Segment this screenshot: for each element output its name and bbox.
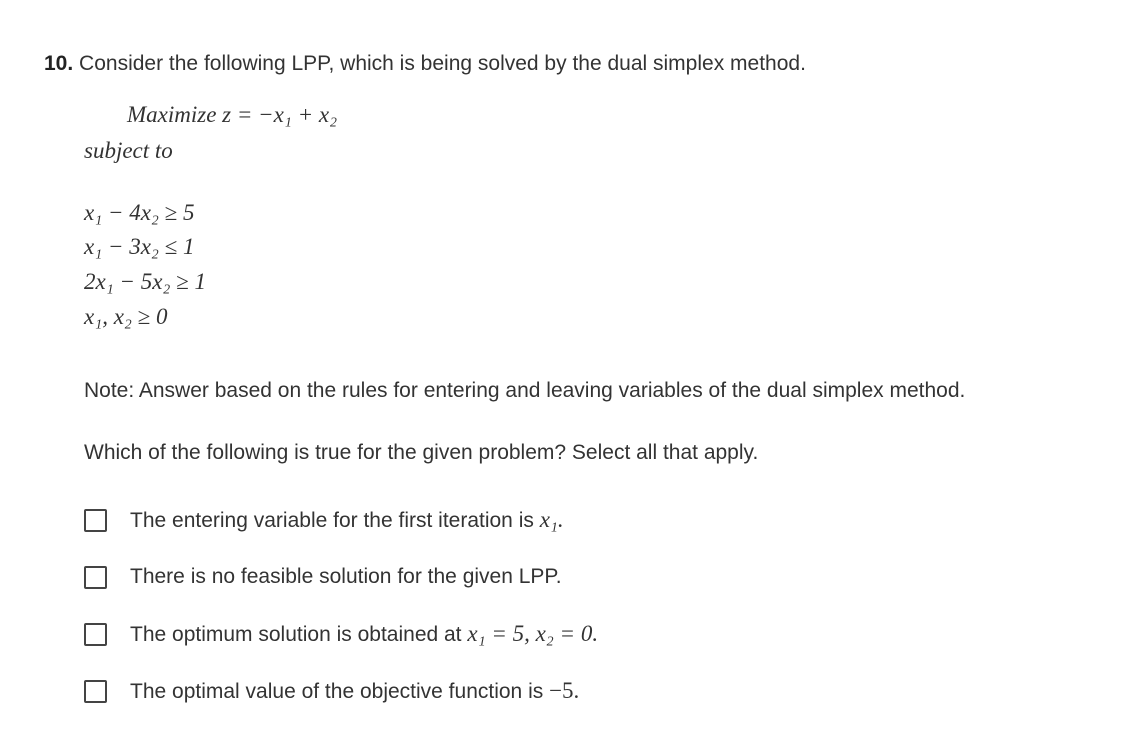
option-1-label <box>130 507 564 533</box>
note-text: Note: Answer based on the rules for entering and leaving variables of the dual simplex method. <box>84 379 966 402</box>
constraint-3: 2x₁ − 5x₂ ≥ 1 <box>84 269 207 294</box>
objective-function <box>127 102 337 128</box>
option-4-text: The optimal value of the objective function is <box>130 680 544 703</box>
question-prompt: Which of the following is true for the given problem? Select all that apply. <box>84 441 759 464</box>
question-text: Consider the following LPP, which is being solved by the dual simplex method. <box>79 52 806 75</box>
option-3-checkbox[interactable] <box>84 623 107 646</box>
option-1-checkbox[interactable] <box>84 509 107 532</box>
option-3-math: x₁ = 5, x₂ = 0. <box>467 621 599 646</box>
objective-word: Maximize <box>127 102 217 127</box>
subject-to-label: subject to <box>84 138 173 163</box>
constraint-2: x₁ − 3x₂ ≤ 1 <box>84 234 195 259</box>
option-1-math: x₁. <box>539 507 564 532</box>
option-4-math: −5. <box>549 678 580 703</box>
option-2-checkbox[interactable] <box>84 566 107 589</box>
option-4[interactable] <box>84 676 579 706</box>
option-3-text: The optimum solution is obtained at <box>130 623 462 646</box>
option-4-checkbox[interactable] <box>84 680 107 703</box>
option-4-label <box>130 678 579 704</box>
option-2[interactable] <box>84 562 562 592</box>
question-number: 10. <box>44 52 74 75</box>
objective-expression: z = −x₁ + x₂ <box>222 102 338 127</box>
question-heading <box>44 50 806 78</box>
option-3-label <box>130 621 598 647</box>
option-1-text: The entering variable for the first iteration is <box>130 509 534 532</box>
option-2-label <box>130 565 562 589</box>
option-3[interactable] <box>84 619 598 649</box>
option-1[interactable] <box>84 505 564 535</box>
nonnegativity-constraint: x₁, x₂ ≥ 0 <box>84 304 168 329</box>
constraint-1: x₁ − 4x₂ ≥ 5 <box>84 200 195 225</box>
option-2-text: There is no feasible solution for the given LPP. <box>130 565 562 588</box>
